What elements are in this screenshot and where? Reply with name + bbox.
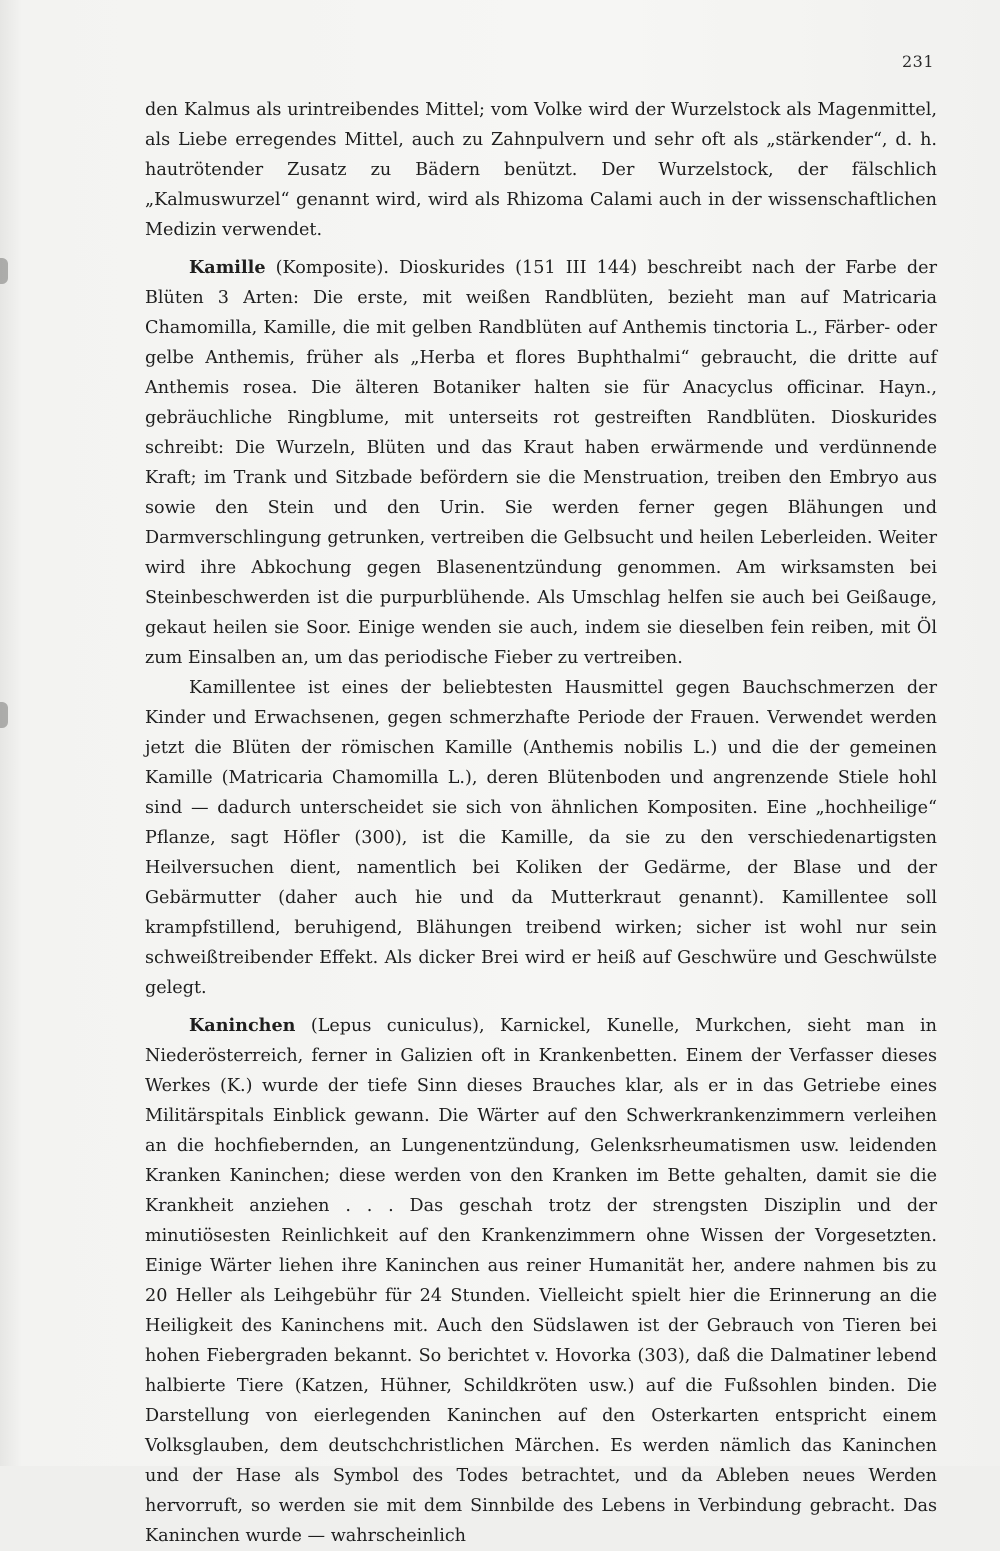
headword-kaninchen: Kaninchen: [189, 1015, 296, 1036]
page-number: 231: [901, 52, 934, 71]
page-edge-mark: [0, 702, 8, 728]
paragraph-kalmus-continued: den Kalmus als urintreibendes Mittel; vom Volke wird der Wurzelstock als Magenmittel, als Liebe erregendes Mittel, auch zu Zahnpulvern und sehr oft als „stärkender“, d. h. hautrötender Zusatz zu Bädern benützt. Der Wurzelstock, der fälschlich „Kalmuswurzel“ genannt wird, wird als Rhizoma Calami auch in der wissenschaftlichen Medizin verwendet.: [145, 100, 937, 240]
paragraph-kaninchen: [145, 1011, 937, 1551]
paragraph-kamille-text: (Komposite). Dioskurides (151 III 144) beschreibt nach der Farbe der Blüten 3 Arten: Die erste, mit weißen Randblüten, bezieht man auf Matricaria Chamomilla, Kamille, die mit gelben Randblüten auf Anthemis tinctoria L., Färber- oder gelbe Anthemis, früher als „Herba et flores Buphthalmi“ gebraucht, die dritte auf Anthemis rosea. Die älteren Botaniker halten sie für Anacyclus officinar. Hayn., gebräuchliche Ringblume, mit unterseits rot gestreiften Randblüten. Dioskurides schreibt: Die Wurzeln, Blüten und das Kraut haben erwärmende und verdünnende Kraft; im Trank und Sitzbade befördern sie die Menstruation, treiben den Embryo aus sowie den Stein und den Urin. Sie werden ferner gegen Blähungen und Darmverschlingung getrunken, vertreiben die Gelbsucht und heilen Leberleiden. Weiter wird ihre Abkochung gegen Blasenentzündung genommen. Am wirksamsten bei Steinbeschwerden ist die purpurblühende. Als Umschlag helfen sie auch bei Geißauge, gekaut heilen sie Soor. Einige wenden sie auch, indem sie dieselben fein reiben, mit Öl zum Einsalben an, um das periodische Fieber zu vertreiben.: [145, 258, 937, 668]
headword-kamille: Kamille: [189, 257, 266, 278]
page-edge-mark: [0, 258, 8, 284]
text-body: [145, 95, 937, 1551]
paragraph-kamillentee: Kamillentee ist eines der beliebtesten Hausmittel gegen Bauchschmerzen der Kinder und Erwachsenen, gegen schmerzhafte Periode der Frauen. Verwendet werden jetzt die Blüten der römischen Kamille (Anthemis nobilis L.) und die der gemeinen Kamille (Matricaria Chamomilla L.), deren Blütenboden und angrenzende Stiele hohl sind — dadurch unterscheidet sie sich von ähnlichen Kompositen. Eine „hochheilige“ Pflanze, sagt Höfler (300), ist die Kamille, da sie zu den verschiedenartigsten Heilversuchen dient, namentlich bei Koliken der Gedärme, der Blase und der Gebärmutter (daher auch hie und da Mutterkraut genannt). Kamillentee soll krampfstillend, beruhigend, Blähungen treibend wirken; sicher ist wohl nur sein schweißtreibender Effekt. Als dicker Brei wird er heiß auf Geschwüre und Geschwülste gelegt.: [145, 678, 937, 998]
paragraph-kaninchen-text: (Lepus cuniculus), Karnickel, Kunelle, Murkchen, sieht man in Niederösterreich, ferner in Galizien oft in Krankenbetten. Einem der Verfasser dieses Werkes (K.) wurde der tiefe Sinn dieses Brauches klar, als er in das Getriebe eines Militärspitals Einblick gewann. Die Wärter auf den Schwerkrankenzimmern verleihen an die hochfiebernden, an Lungenentzündung, Gelenksrheumatismen usw. leidenden Kranken Kaninchen; diese werden von den Kranken im Bette gehalten, damit sie die Krankheit anziehen . . . Das geschah trotz der strengsten Disziplin und der minutiösesten Reinlichkeit auf den Krankenzimmern ohne Wissen der Vorgesetzten. Einige Wärter liehen ihre Kaninchen aus reiner Humanität her, andere nahmen bis zu 20 Heller als Leihgebühr für 24 Stunden. Vielleicht spielt hier die Erinnerung an die Heiligkeit des Kaninchens mit. Auch den Südslawen ist der Gebrauch von Tieren bei hohen Fiebergraden bekannt. So berichtet v. Hovorka (303), daß die Dalmatiner lebend halbierte Tiere (Katzen, Hühner, Schildkröten usw.) auf die Fußsohlen binden. Die Darstellung von eierlegenden Kaninchen auf den Osterkarten entspricht einem Volksglauben, dem deutschchristlichen Märchen. Es werden nämlich das Kaninchen und der Hase als Symbol des Todes betrachtet, und da Ableben neues Werden hervorruft, so werden sie mit dem Sinnbilde des Lebens in Verbindung gebracht. Das Kaninchen wurde — wahrscheinlich: [145, 1016, 937, 1546]
paragraph-kamille: [145, 253, 937, 673]
